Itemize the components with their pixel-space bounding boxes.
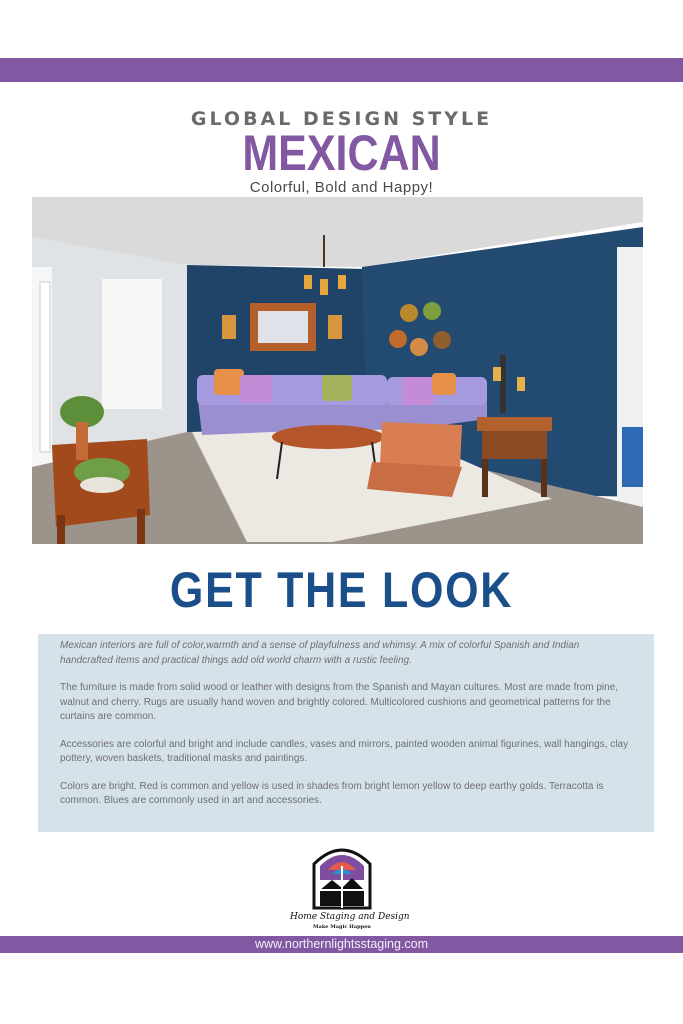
company-logo	[290, 840, 410, 932]
tagline: Colorful, Bold and Happy!	[249, 179, 434, 196]
paragraph-colors: Colors are bright. Red is common and yellow is used in shades from bright lemon yellow to deep earthy golds. Terracotta is common. Blues are commonly used in art and accessories.	[60, 780, 604, 806]
top-purple-bar	[0, 58, 683, 82]
window-mountain-icon	[290, 840, 394, 912]
paragraph-furniture: The furniture is made from solid wood or leather with designs from the Spanish and Mayan cultures. Most are made from pine, walnut and cherry. Rugs are usually hand woven and brightly colored. Multicolored cushions and geometrical patterns for the curtains are common.	[60, 682, 619, 722]
website-link[interactable]: www.northernlightsstaging.com	[255, 937, 428, 951]
info-box	[38, 634, 654, 832]
logo-slogan: Make Magic Happen	[313, 924, 371, 930]
paragraph-accessories: Accessories are colorful and bright and include candles, vases and mirrors, painted wooden animal figurines, wall hangings, clay pottery, woven baskets, traditional masks and paintings.	[60, 738, 629, 764]
eyebrow-heading: GLOBAL DESIGN STYLE	[190, 108, 493, 130]
room-render-image	[32, 197, 643, 544]
section-headline: GET THE LOOK	[169, 562, 514, 618]
paragraph-intro: Mexican interiors are full of color,warmth and a sense of playfulness and whimsy. A mix of colorful Spanish and Indian handcrafted items and practical things add old world charm with a rustic feeling.	[60, 640, 580, 666]
page-title: MEXICAN	[242, 125, 441, 181]
logo-company-name: Home Staging and Design	[290, 912, 410, 922]
footer-bar	[0, 936, 683, 953]
